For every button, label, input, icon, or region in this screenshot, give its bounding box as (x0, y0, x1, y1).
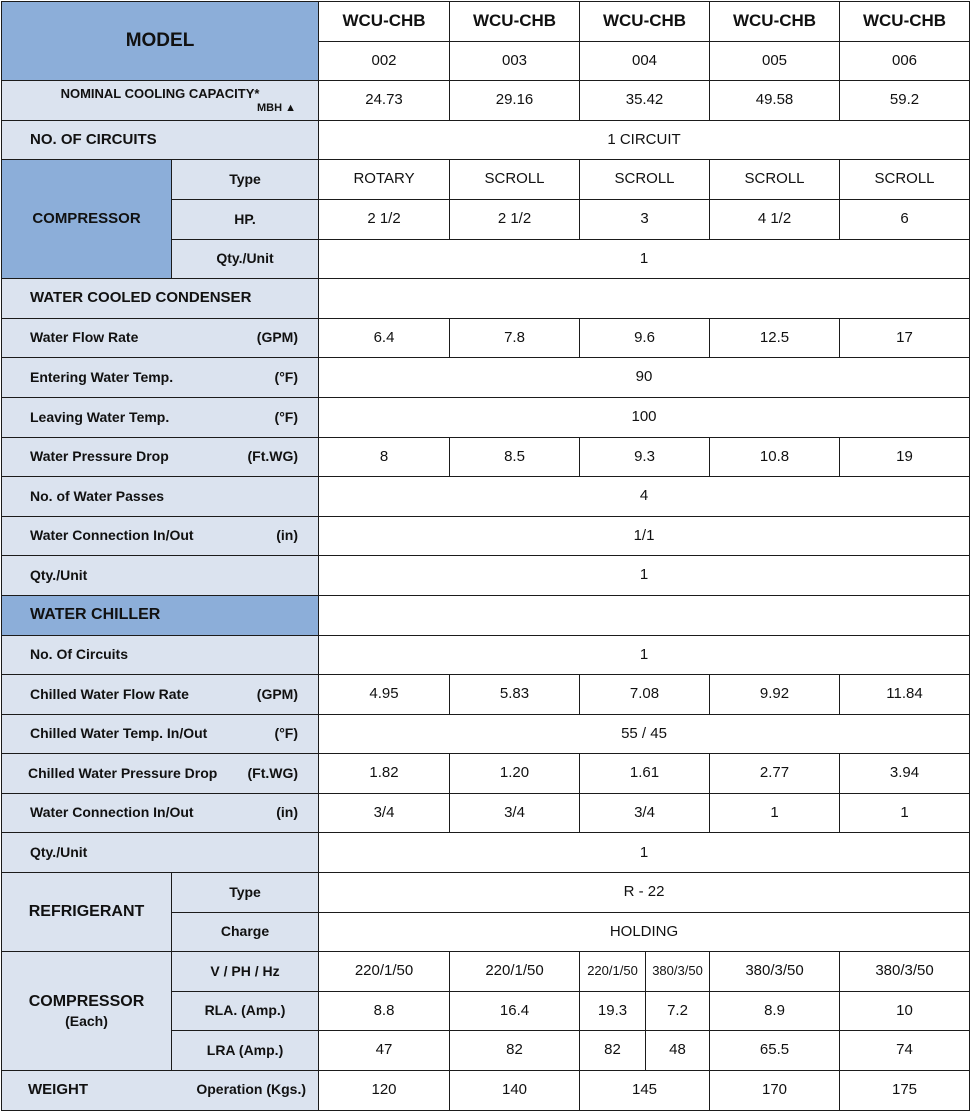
chiller-drop-label (2, 754, 319, 794)
weight-row (2, 1071, 970, 1111)
model-name: WCU-CHB (840, 2, 970, 42)
refrigerant-charge: HOLDING (319, 912, 970, 952)
weight-label-text: WEIGHT (28, 1081, 88, 1099)
condenser-conn-row (2, 516, 970, 556)
compressor-hp: 3 (580, 199, 710, 239)
condenser-header-row (2, 279, 970, 319)
weight-value: 170 (710, 1071, 840, 1111)
capacity-value: 35.42 (580, 81, 710, 121)
model-header: MODEL (2, 2, 319, 81)
compressor-type-row (2, 160, 970, 200)
chiller-drop-row (2, 754, 970, 794)
chiller-flow: 9.92 (710, 675, 840, 715)
spec-table (1, 1, 970, 1111)
condenser-drop: 10.8 (710, 437, 840, 477)
comp-each-lra: 48 (646, 1031, 710, 1071)
chiller-flow: 4.95 (319, 675, 450, 715)
condenser-enter: 90 (319, 358, 970, 398)
comp-each-lra: 47 (319, 1031, 450, 1071)
condenser-conn-label (2, 516, 319, 556)
condenser-passes: 4 (319, 477, 970, 517)
chiller-temp-label (2, 714, 319, 754)
comp-each-rla: 8.9 (710, 991, 840, 1031)
model-number: 002 (319, 41, 450, 81)
capacity-value: 59.2 (840, 81, 970, 121)
compressor-type: SCROLL (450, 160, 580, 200)
row-unit: (°F) (274, 725, 299, 742)
condenser-conn: 1/1 (319, 516, 970, 556)
model-number: 005 (710, 41, 840, 81)
comp-each-rla: 16.4 (450, 991, 580, 1031)
comp-each-rla-label: RLA. (Amp.) (172, 991, 319, 1031)
weight-value: 175 (840, 1071, 970, 1111)
compressor-hp: 6 (840, 199, 970, 239)
model-name: WCU-CHB (710, 2, 840, 42)
comp-each-vph: 380/3/50 (646, 952, 710, 992)
compressor-hp: 2 1/2 (450, 199, 580, 239)
weight-value: 145 (580, 1071, 710, 1111)
chiller-conn: 1 (840, 793, 970, 833)
row-unit: (Ft.WG) (247, 764, 299, 781)
refrigerant-type-row (2, 873, 970, 913)
comp-each-vph: 380/3/50 (840, 952, 970, 992)
condenser-flow: 12.5 (710, 318, 840, 358)
chiller-flow: 5.83 (450, 675, 580, 715)
condenser-leave-row (2, 397, 970, 437)
condenser-flow: 17 (840, 318, 970, 358)
compressor-type: SCROLL (580, 160, 710, 200)
compressor-hp: 2 1/2 (319, 199, 450, 239)
condenser-drop-label (2, 437, 319, 477)
model-name: WCU-CHB (580, 2, 710, 42)
condenser-qty-row (2, 556, 970, 596)
comp-each-title: COMPRESSOR (28, 992, 145, 1010)
condenser-drop: 9.3 (580, 437, 710, 477)
chiller-header-row (2, 595, 970, 635)
row-unit: (Ft.WG) (247, 448, 299, 465)
comp-each-vph: 220/1/50 (450, 952, 580, 992)
capacity-value: 29.16 (450, 81, 580, 121)
model-name: WCU-CHB (319, 2, 450, 42)
row-unit: (GPM) (256, 685, 299, 702)
chiller-conn: 3/4 (319, 793, 450, 833)
condenser-flow-row (2, 318, 970, 358)
row-label-text: Water Connection In/Out (30, 527, 194, 544)
row-unit: (in) (276, 804, 299, 821)
condenser-drop-row (2, 437, 970, 477)
comp-each-rla: 7.2 (646, 991, 710, 1031)
chiller-drop: 1.20 (450, 754, 580, 794)
circuits-value: 1 CIRCUIT (319, 120, 970, 160)
comp-each-lra: 74 (840, 1031, 970, 1071)
chiller-conn: 1 (710, 793, 840, 833)
chiller-drop: 1.82 (319, 754, 450, 794)
condenser-flow: 7.8 (450, 318, 580, 358)
chiller-flow: 7.08 (580, 675, 710, 715)
model-number: 004 (580, 41, 710, 81)
chiller-conn-row (2, 793, 970, 833)
row-unit: (GPM) (256, 329, 299, 346)
capacity-unit: MBH ▲ (257, 101, 297, 114)
circuits-label: NO. OF CIRCUITS (2, 120, 319, 160)
condenser-qty: 1 (319, 556, 970, 596)
condenser-enter-row (2, 358, 970, 398)
comp-each-vph-row (2, 952, 970, 992)
comp-each-group-label (2, 952, 172, 1071)
comp-each-vph: 220/1/50 (319, 952, 450, 992)
empty-cell (319, 595, 970, 635)
chiller-qty: 1 (319, 833, 970, 873)
condenser-leave: 100 (319, 397, 970, 437)
compressor-hp-label: HP. (172, 199, 319, 239)
condenser-drop: 8.5 (450, 437, 580, 477)
row-unit: (in) (276, 527, 299, 544)
chiller-drop: 3.94 (840, 754, 970, 794)
weight-value: 140 (450, 1071, 580, 1111)
condenser-flow: 9.6 (580, 318, 710, 358)
condenser-flow-label (2, 318, 319, 358)
model-number: 003 (450, 41, 580, 81)
comp-each-vph: 220/1/50 (580, 952, 646, 992)
chiller-drop: 1.61 (580, 754, 710, 794)
row-label-text: Water Pressure Drop (30, 448, 169, 465)
chiller-conn-label (2, 793, 319, 833)
compressor-group-label: COMPRESSOR (2, 160, 172, 279)
capacity-row (2, 81, 970, 121)
refrigerant-group-label: REFRIGERANT (2, 873, 172, 952)
condenser-drop: 19 (840, 437, 970, 477)
compressor-type: SCROLL (840, 160, 970, 200)
comp-each-rla: 19.3 (580, 991, 646, 1031)
comp-each-subtitle: (Each) (65, 1013, 108, 1030)
comp-each-vph-label: V / PH / Hz (172, 952, 319, 992)
chiller-circ-label: No. Of Circuits (2, 635, 319, 675)
capacity-value: 24.73 (319, 81, 450, 121)
chiller-section-title: WATER CHILLER (2, 595, 319, 635)
compressor-type: ROTARY (319, 160, 450, 200)
comp-each-lra: 65.5 (710, 1031, 840, 1071)
capacity-label (2, 81, 319, 121)
row-label-text: Chilled Water Flow Rate (30, 685, 189, 702)
refrigerant-type-label: Type (172, 873, 319, 913)
condenser-enter-label (2, 358, 319, 398)
condenser-flow: 6.4 (319, 318, 450, 358)
row-label-text: Water Connection In/Out (30, 804, 194, 821)
weight-unit: Operation (Kgs.) (196, 1081, 307, 1098)
compressor-qty: 1 (319, 239, 970, 279)
condenser-qty-label: Qty./Unit (2, 556, 319, 596)
chiller-circ: 1 (319, 635, 970, 675)
weight-label (2, 1071, 319, 1111)
chiller-circ-row (2, 635, 970, 675)
compressor-type: SCROLL (710, 160, 840, 200)
model-name: WCU-CHB (450, 2, 580, 42)
row-label-text: Chilled Water Temp. In/Out (30, 725, 208, 742)
chiller-conn: 3/4 (580, 793, 710, 833)
chiller-flow-row (2, 675, 970, 715)
compressor-qty-label: Qty./Unit (172, 239, 319, 279)
chiller-drop: 2.77 (710, 754, 840, 794)
comp-each-rla: 8.8 (319, 991, 450, 1031)
comp-each-lra: 82 (450, 1031, 580, 1071)
chiller-conn: 3/4 (450, 793, 580, 833)
comp-each-lra-label: LRA (Amp.) (172, 1031, 319, 1071)
capacity-value: 49.58 (710, 81, 840, 121)
row-label-text: Water Flow Rate (30, 329, 139, 346)
condenser-passes-row (2, 477, 970, 517)
chiller-flow: 11.84 (840, 675, 970, 715)
refrigerant-charge-label: Charge (172, 912, 319, 952)
chiller-qty-label: Qty./Unit (2, 833, 319, 873)
row-label-text: Chilled Water Pressure Drop (28, 764, 218, 781)
condenser-passes-label: No. of Water Passes (2, 477, 319, 517)
empty-cell (319, 279, 970, 319)
comp-each-vph: 380/3/50 (710, 952, 840, 992)
chiller-temp: 55 / 45 (319, 714, 970, 754)
row-unit: (°F) (274, 368, 299, 385)
chiller-qty-row (2, 833, 970, 873)
refrigerant-type: R - 22 (319, 873, 970, 913)
comp-each-lra: 82 (580, 1031, 646, 1071)
condenser-leave-label (2, 397, 319, 437)
model-row (2, 2, 970, 42)
row-label-text: Entering Water Temp. (30, 368, 174, 385)
compressor-type-label: Type (172, 160, 319, 200)
chiller-temp-row (2, 714, 970, 754)
weight-value: 120 (319, 1071, 450, 1111)
condenser-section-title: WATER COOLED CONDENSER (2, 279, 319, 319)
row-unit: (°F) (274, 408, 299, 425)
compressor-hp: 4 1/2 (710, 199, 840, 239)
model-number: 006 (840, 41, 970, 81)
comp-each-rla: 10 (840, 991, 970, 1031)
capacity-label-text: NOMINAL COOLING CAPACITY* (60, 86, 260, 102)
circuits-row (2, 120, 970, 160)
chiller-flow-label (2, 675, 319, 715)
condenser-drop: 8 (319, 437, 450, 477)
row-label-text: Leaving Water Temp. (30, 408, 170, 425)
